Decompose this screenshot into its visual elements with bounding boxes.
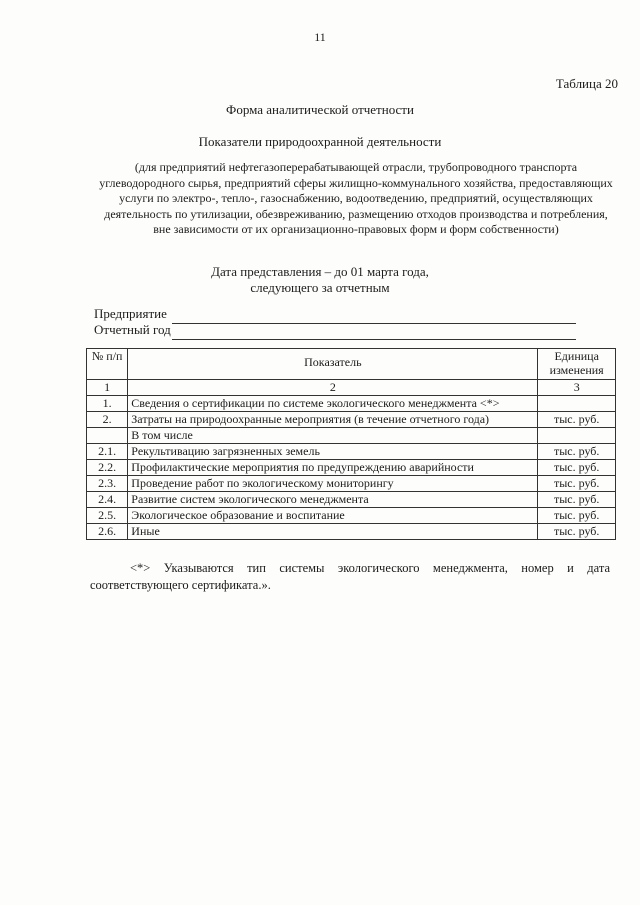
enterprise-field: [94, 306, 167, 322]
row-num: 1.: [87, 396, 128, 412]
index-unit: 3: [538, 380, 616, 396]
row-num: 2.6.: [87, 524, 128, 540]
form-subtitle: Показатели природоохранной деятельности: [198, 134, 442, 149]
row-unit: [538, 396, 616, 412]
table-row: [87, 460, 616, 476]
deadline-block: [60, 264, 580, 296]
row-unit: тыс. руб.: [538, 444, 616, 460]
header-unit: Единица изменения: [538, 349, 616, 380]
page-number: 11: [314, 30, 326, 44]
row-indicator: Рекультивацию загрязненных земель: [128, 444, 538, 460]
report-year-field: [94, 322, 171, 338]
header-indicator: Показатель: [128, 349, 538, 380]
index-num: 1: [87, 380, 128, 396]
table-reference: Таблица 20: [555, 76, 618, 91]
table-row: [87, 524, 616, 540]
row-indicator: В том числе: [128, 428, 538, 444]
table-row: [87, 444, 616, 460]
table-row: [87, 396, 616, 412]
indicators-table: [86, 348, 616, 540]
report-year-fill-line[interactable]: [172, 339, 576, 340]
row-num: [87, 428, 128, 444]
row-unit: тыс. руб.: [538, 476, 616, 492]
row-unit: [538, 428, 616, 444]
report-year-label: Отчетный год: [94, 322, 171, 337]
row-num: 2.1.: [87, 444, 128, 460]
table-row: [87, 508, 616, 524]
deadline-line-1: Дата представления – до 01 марта года,: [211, 264, 429, 279]
row-num: 2.2.: [87, 460, 128, 476]
row-unit: тыс. руб.: [538, 508, 616, 524]
footnote: <*> Указываются тип системы экологического менеджмента, номер и дата соответствующего сертификата.».: [90, 561, 610, 592]
header-num: № п/п: [87, 349, 128, 380]
enterprise-fill-line[interactable]: [172, 323, 576, 324]
scope-note: (для предприятий нефтегазоперерабатывающей отрасли, трубопроводного транспорта углеводородного сырья, предприятий сферы жилищно-коммунального хозяйства, предоставляющих услуги по электро-, тепло-, газоснабжению, водоотведению, предприятий, осуществляющих деятельность по утилизации, обезвреживанию, размещению отходов производства и потребления, вне зависимости от их организационно-правовых форм и форм собственности): [99, 160, 613, 236]
row-indicator: Профилактические мероприятия по предупреждению аварийности: [128, 460, 538, 476]
row-indicator: Иные: [128, 524, 538, 540]
row-indicator: Проведение работ по экологическому мониторингу: [128, 476, 538, 492]
row-num: 2.3.: [87, 476, 128, 492]
row-unit: тыс. руб.: [538, 524, 616, 540]
row-num: 2.5.: [87, 508, 128, 524]
table-index-row: [87, 380, 616, 396]
row-indicator: Сведения о сертификации по системе экологического менеджмента <*>: [128, 396, 538, 412]
enterprise-label: Предприятие: [94, 306, 167, 321]
row-num: 2.4.: [87, 492, 128, 508]
row-num: 2.: [87, 412, 128, 428]
row-unit: тыс. руб.: [538, 492, 616, 508]
index-indicator: 2: [128, 380, 538, 396]
table-row: [87, 412, 616, 428]
form-title: Форма аналитической отчетности: [226, 102, 414, 117]
deadline-line-2: следующего за отчетным: [250, 280, 390, 295]
row-indicator: Экологическое образование и воспитание: [128, 508, 538, 524]
table-row: [87, 428, 616, 444]
table-header-row: [87, 349, 616, 380]
row-indicator: Затраты на природоохранные мероприятия (в течение отчетного года): [128, 412, 538, 428]
row-indicator: Развитие систем экологического менеджмента: [128, 492, 538, 508]
row-unit: тыс. руб.: [538, 412, 616, 428]
table-row: [87, 476, 616, 492]
table-row: [87, 492, 616, 508]
row-unit: тыс. руб.: [538, 460, 616, 476]
